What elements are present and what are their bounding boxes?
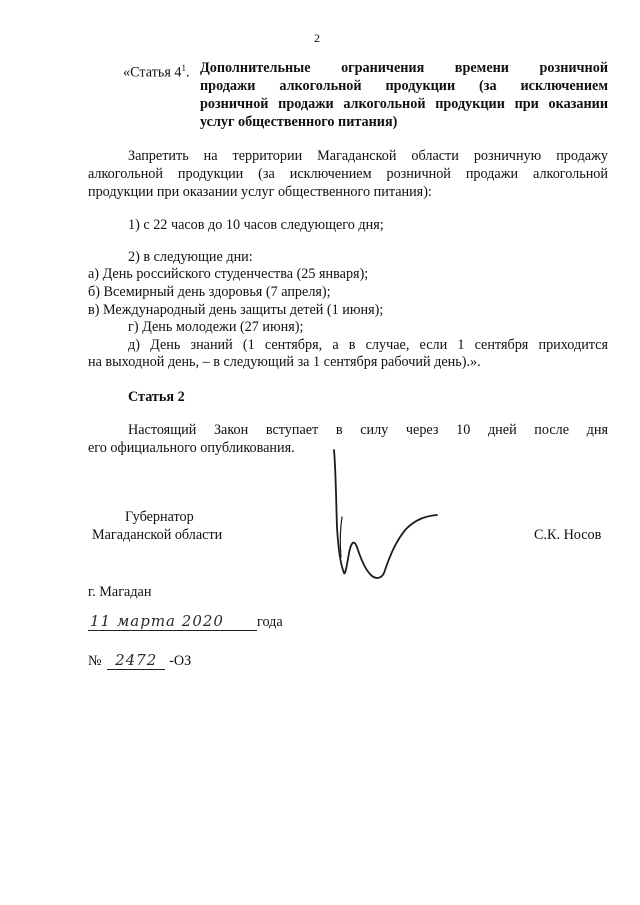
intro-line-3: продукции при оказании услуг общественного питания): — [88, 184, 432, 200]
article-number-suffix: . — [186, 64, 190, 81]
handwritten-number: 2472 — [107, 651, 165, 670]
article-title-line-4: услуг общественного питания) — [200, 114, 398, 130]
day-b: б) Всемирный день здоровья (7 апреля); — [88, 284, 331, 300]
signature-image — [320, 445, 450, 585]
number-suffix: -ОЗ — [169, 653, 192, 669]
day-d-line-2: на выходной день, – в следующий за 1 сентября рабочий день).». — [88, 354, 481, 370]
article-title-line-3: розничной продажи алкогольной продукции при оказании — [200, 96, 608, 112]
intro-line-2: алкогольной продукции (за исключением розничной продажи алкогольной — [88, 166, 608, 182]
article2-heading: Статья 2 — [128, 389, 185, 405]
day-v: в) Международный день защиты детей (1 июня); — [88, 302, 384, 318]
signatory-position-line-2: Магаданской области — [92, 527, 223, 543]
signatory-name: С.К. Носов — [534, 527, 602, 543]
day-g: г) День молодежи (27 июня); — [128, 319, 304, 335]
intro-line-1: Запретить на территории Магаданской области розничную продажу — [128, 148, 608, 164]
handwritten-date: 11 марта 2020 — [88, 612, 257, 631]
article-number-sup: 1 — [181, 63, 187, 73]
day-a: а) День российского студенчества (25 января); — [88, 266, 369, 282]
law-number-line — [88, 651, 191, 670]
date-line — [88, 612, 283, 631]
date-suffix: года — [257, 614, 283, 630]
place: г. Магадан — [88, 584, 152, 600]
page-number: 2 — [314, 31, 320, 45]
item-1: 1) с 22 часов до 10 часов следующего дня; — [128, 217, 384, 233]
article-title-line-2: продажи алкогольной продукции (за исключением — [200, 78, 608, 94]
article2-line-2: его официального опубликования. — [88, 440, 295, 456]
article2-line-1: Настоящий Закон вступает в силу через 10 дней после дня — [128, 422, 608, 438]
number-prefix: № — [88, 653, 102, 669]
article-title-line-1: Дополнительные ограничения времени розничной — [200, 60, 608, 76]
article-number — [123, 59, 190, 82]
article-number-prefix: «Статья 4 — [123, 64, 182, 81]
item-2-intro: 2) в следующие дни: — [128, 249, 253, 265]
signatory-position-line-1: Губернатор — [125, 509, 194, 525]
day-d-line-1: д) День знаний (1 сентября, а в случае, если 1 сентября приходится — [128, 337, 608, 353]
